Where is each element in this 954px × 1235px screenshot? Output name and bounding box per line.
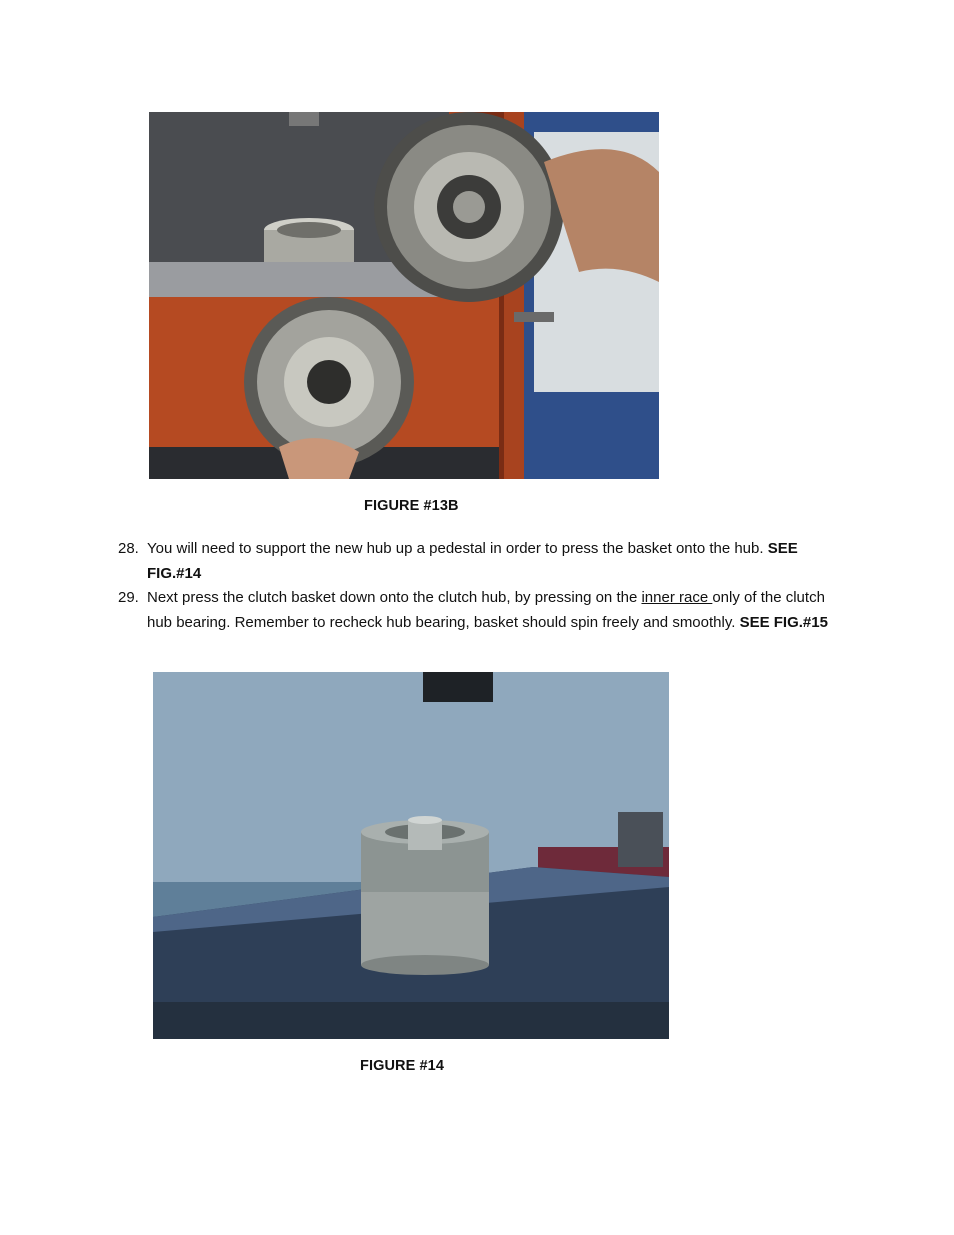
step-figure-ref: SEE FIG.#15: [739, 613, 828, 631]
step-28: [104, 537, 844, 586]
figure-14-photo: [153, 672, 669, 1039]
step-text: You will need to support the new hub up a pedestal in order to press the basket onto the hub.: [147, 540, 768, 557]
step-figure-ref: SEE FIG.#14: [147, 540, 798, 582]
step-text-before: Next press the clutch basket down onto the clutch hub, by pressing on the: [147, 589, 642, 606]
instruction-steps: [104, 537, 844, 635]
step-number: 28.: [118, 540, 139, 557]
figure-13b-caption: FIGURE #13B: [364, 498, 459, 514]
step-underlined-term: inner race: [641, 589, 713, 606]
step-number: 29.: [118, 589, 139, 606]
step-text-after: only of the clutch hub bearing. Remember to recheck hub bearing, basket should spin freely and smoothly.: [147, 589, 825, 631]
figure-13b-photo: [149, 112, 659, 479]
step-29: [104, 586, 844, 635]
figure-14-caption: FIGURE #14: [360, 1058, 444, 1074]
